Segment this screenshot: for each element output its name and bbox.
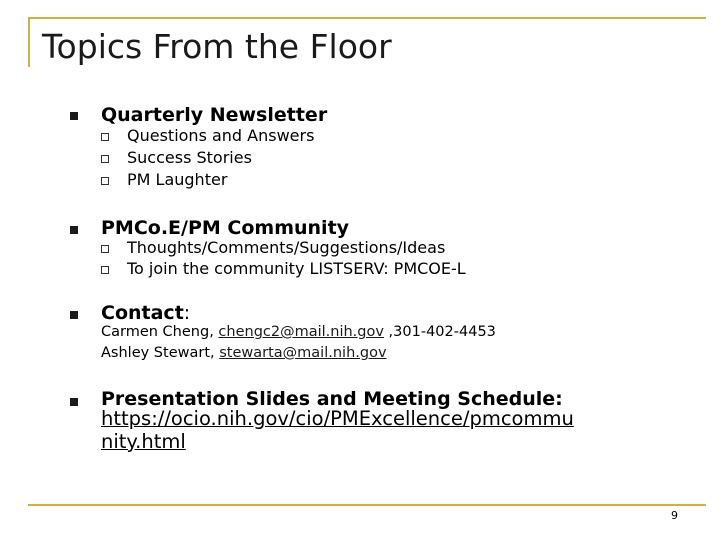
community-item-1: Thoughts/Comments/Suggestions/Ideas [127,238,446,257]
community-item-2: To join the community LISTSERV: PMCOE-L [127,259,466,278]
sub-bullet-icon [101,266,109,274]
sub-bullet-icon [101,177,109,185]
email-link[interactable]: chengc2@mail.nih.gov [218,324,384,340]
contact-name: Carmen Cheng, [101,324,219,340]
slide-title: Topics From the Floor [42,27,392,66]
section-heading-newsletter: Quarterly Newsletter [101,104,328,126]
contact-line-1 [101,322,496,343]
newsletter-item-2: Success Stories [127,148,252,167]
url-line-2: nity.html [101,430,186,453]
contact-name: Ashley Stewart, [101,345,220,361]
slide-frame-left-rule [28,17,30,67]
newsletter-item-3: PM Laughter [127,170,228,189]
contact-line-2 [101,343,387,364]
url-line-1: https://ocio.nih.gov/cio/PMExcellence/pmcommu [101,407,574,430]
newsletter-item-1: Questions and Answers [127,126,315,145]
section-heading-presentation: Presentation Slides and Meeting Schedule: [101,388,563,410]
bullet-icon [70,398,78,406]
bullet-icon [70,311,78,319]
sub-bullet-icon [101,245,109,253]
contact-heading-label: Contact [101,302,184,324]
bullet-icon [70,112,78,120]
sub-bullet-icon [101,155,109,163]
email-link[interactable]: stewarta@mail.nih.gov [219,345,387,361]
contact-phone: ,301-402-4453 [383,324,496,340]
slide-frame-bottom-rule [28,504,706,506]
bullet-icon [70,226,78,234]
contact-heading-colon: : [183,302,191,324]
section-heading-community: PMCo.E/PM Community [101,217,350,239]
page-number: 9 [671,509,678,522]
sub-bullet-icon [101,133,109,141]
presentation-url-link[interactable] [101,407,574,453]
slide-frame-top-rule [28,17,706,19]
